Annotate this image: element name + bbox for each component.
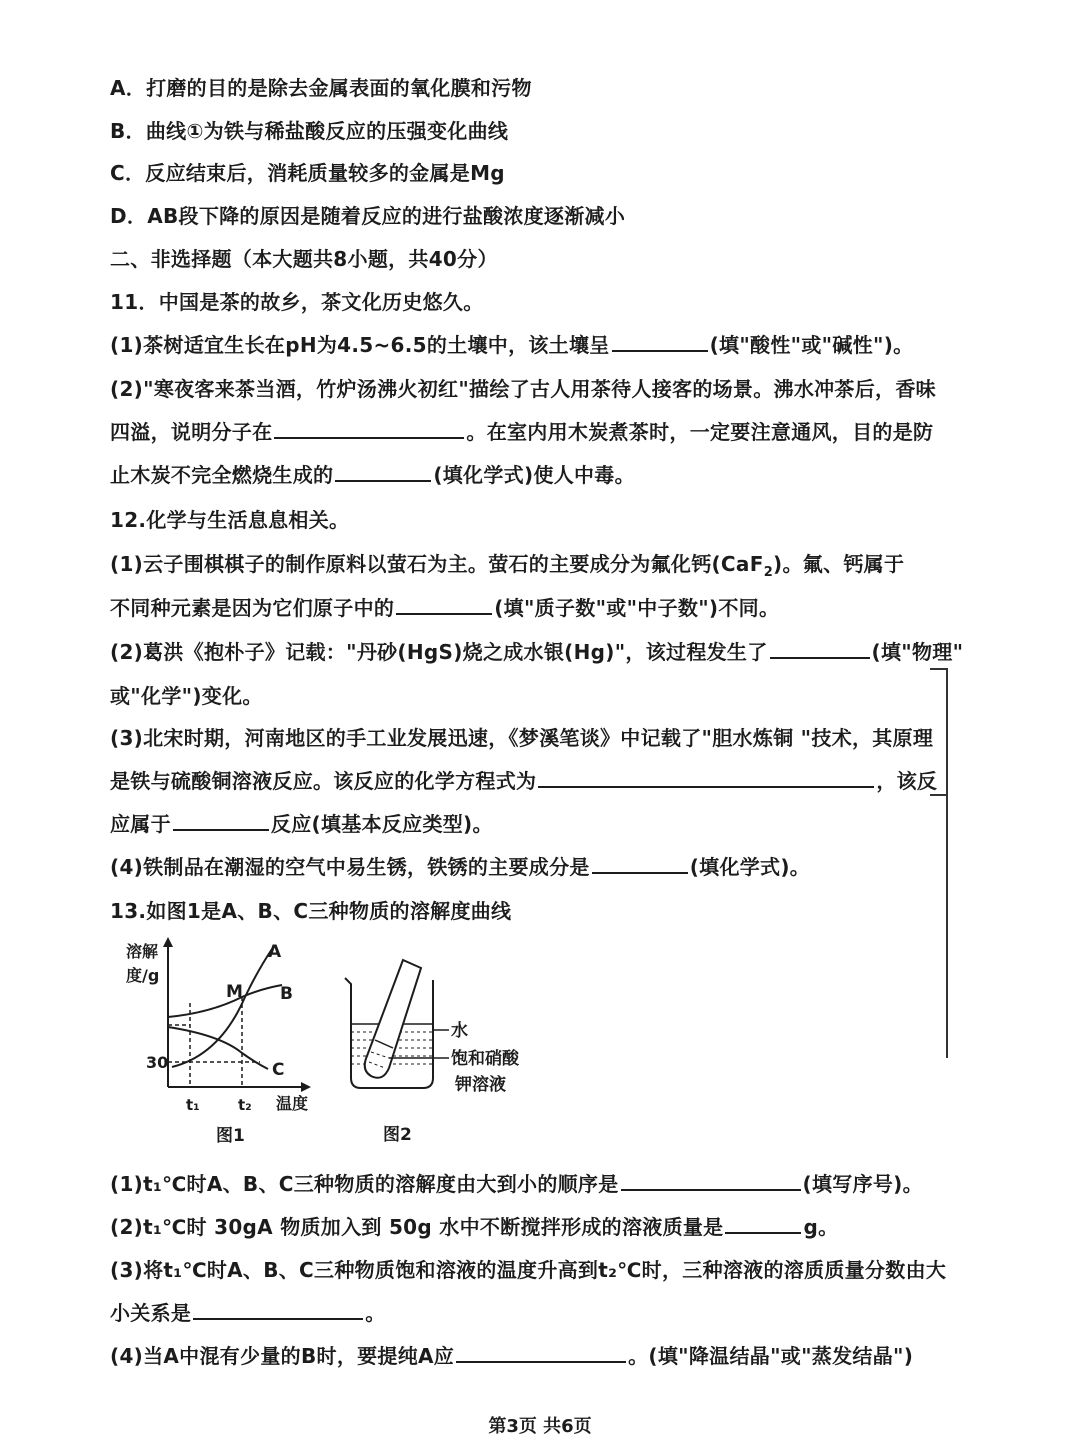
q13-p3-text-c: 。 [365, 1301, 386, 1325]
q13-p2-text-a: (2)t₁℃时 30gA 物质加入到 50g 水中不断搅拌形成的溶液质量是 [110, 1215, 724, 1239]
option-d: D．AB段下降的原因是随着反应的进行盐酸浓度逐渐减小 [110, 204, 626, 228]
q11-stem: 11．中国是茶的故乡，茶文化历史悠久。 [110, 290, 484, 314]
q13-part1 [110, 1168, 923, 1197]
q12-p3-text-c: ，该反 [876, 769, 938, 793]
q12-p1-text-a: (1)云子围棋棋子的制作原料以萤石为主。萤石的主要成分为氟化钙(CaF [110, 552, 764, 576]
y-axis-label-line2: 度/g [126, 966, 160, 985]
margin-bracket [946, 668, 948, 1058]
curve-a [172, 949, 272, 1067]
q13-p3-text-b: 小关系是 [110, 1301, 192, 1325]
x-tick-t2: t₂ [238, 1096, 252, 1114]
q11-part2-line2 [110, 416, 933, 445]
q12-part1-line2 [110, 592, 779, 621]
x-axis-arrow [301, 1082, 311, 1092]
water-label: 水 [451, 1021, 468, 1041]
q11-p2-text-c: 。在室内用木炭煮茶时，一定要注意通风，目的是防 [466, 420, 934, 444]
q12-part4 [110, 851, 810, 880]
q13-part2 [110, 1211, 838, 1240]
margin-bracket-tick [930, 794, 948, 796]
q12-part3-line1: (3)北宋时期，河南地区的手工业发展迅速，《梦溪笔谈》中记载了"胆水炼铜 "技术，其原理 [110, 726, 934, 750]
y-tick-30: 30 [146, 1053, 169, 1072]
q13-p4-text-a: (4)当A中混有少量的B时，要提纯A应 [110, 1344, 455, 1368]
point-m-label: M [226, 982, 243, 1002]
q11-p2-text-e: (填化学式)使人中毒。 [433, 463, 635, 487]
q12-p3-text-d: 应属于 [110, 812, 171, 836]
q12-p3-text-e: 反应(填基本反应类型)。 [270, 812, 493, 836]
q12-part3-line3 [110, 808, 493, 837]
q13-p1-text-b: (填写序号)。 [802, 1172, 923, 1196]
solubility-curve-figure [110, 935, 340, 1155]
q12-p4-text-a: (4)铁制品在潮湿的空气中易生锈，铁锈的主要成分是 [110, 855, 590, 879]
q11-part2-line1: (2)"寒夜客来茶当酒，竹炉汤沸火初红"描绘了古人用茶待人接客的场景。沸水冲茶后，香味 [110, 377, 936, 401]
answer-blank[interactable] [193, 1300, 363, 1320]
q12-part1-line1 [110, 548, 904, 580]
solution-label-line1: 饱和硝酸 [451, 1049, 519, 1069]
q12-p1-text-b: )。氟、钙属于 [773, 552, 905, 576]
q13-part3-line1: (3)将t₁℃时A、B、C三种物质饱和溶液的温度升高到t₂℃时，三种溶液的溶质质量分数由大 [110, 1258, 947, 1282]
section-title: 二、非选择题（本大题共8小题，共40分） [110, 247, 498, 271]
figure-2-caption: 图2 [383, 1125, 412, 1145]
answer-blank[interactable] [173, 811, 269, 831]
q13-stem: 13.如图1是A、B、C三种物质的溶解度曲线 [110, 899, 512, 923]
option-c: C．反应结束后，消耗质量较多的金属是Mg [110, 161, 505, 185]
page-number: 第3页 共6页 [488, 1416, 592, 1437]
answer-blank[interactable] [335, 462, 431, 482]
q13-p2-text-b: g。 [803, 1215, 839, 1239]
answer-blank[interactable] [621, 1171, 801, 1191]
q11-p1-text-a: (1)茶树适宜生长在pH为4.5~6.5的土壤中，该土壤呈 [110, 333, 610, 357]
answer-blank[interactable] [592, 854, 688, 874]
answer-blank[interactable] [770, 639, 870, 659]
q13-part3-line2 [110, 1297, 386, 1326]
y-axis-arrow [163, 937, 173, 947]
q12-p2-text-b: (填"物理" [871, 640, 964, 664]
subscript: 2 [763, 565, 774, 580]
test-tube [365, 960, 421, 1078]
q12-p3-text-b: 是铁与硫酸铜溶液反应。该反应的化学方程式为 [110, 769, 537, 793]
curve-b [168, 985, 282, 1017]
margin-bracket-tick [930, 668, 948, 670]
q12-part2-line1 [110, 636, 963, 665]
figure-1-caption: 图1 [216, 1126, 245, 1146]
q11-p2-text-d: 止木炭不完全燃烧生成的 [110, 463, 334, 487]
q13-p1-text-a: (1)t₁℃时A、B、C三种物质的溶解度由大到小的顺序是 [110, 1172, 619, 1196]
answer-blank[interactable] [274, 419, 464, 439]
q12-p1-text-d: (填"质子数"或"中子数")不同。 [494, 596, 780, 620]
x-axis-label: 温度 [276, 1094, 309, 1113]
curve-c-label: C [272, 1060, 285, 1080]
q12-p4-text-b: (填化学式)。 [689, 855, 811, 879]
option-a: A．打磨的目的是除去金属表面的氧化膜和污物 [110, 76, 532, 100]
curve-a-label: A [268, 942, 282, 962]
x-tick-t1: t₁ [186, 1096, 200, 1114]
option-b: B．曲线①为铁与稀盐酸反应的压强变化曲线 [110, 119, 509, 143]
y-axis-label-line1: 溶解 [126, 942, 159, 961]
q13-p4-text-b: 。(填"降温结晶"或"蒸发结晶") [628, 1344, 914, 1368]
q11-part1 [110, 329, 913, 358]
answer-blank[interactable] [456, 1343, 626, 1363]
answer-blank[interactable] [396, 595, 492, 615]
q12-part3-line2 [110, 765, 937, 794]
q13-part4 [110, 1340, 913, 1369]
q12-p2-text-a: (2)葛洪《抱朴子》记载："丹砂(HgS)烧之成水银(Hg)"，该过程发生了 [110, 640, 768, 664]
beaker-figure [335, 950, 565, 1155]
q12-p1-text-c: 不同种元素是因为它们原子中的 [110, 596, 395, 620]
q12-part2-line2: 或"化学")变化。 [110, 684, 263, 708]
q11-part2-line3 [110, 459, 635, 488]
q12-stem: 12.化学与生活息息相关。 [110, 508, 350, 532]
answer-blank[interactable] [538, 768, 874, 788]
q11-p2-text-b: 四溢，说明分子在 [110, 420, 273, 444]
curve-b-label: B [280, 984, 293, 1004]
q11-p1-text-b: (填"酸性"或"碱性")。 [709, 333, 914, 357]
answer-blank[interactable] [612, 332, 708, 352]
answer-blank[interactable] [725, 1214, 801, 1234]
solution-label-line2: 钾溶液 [455, 1075, 506, 1095]
